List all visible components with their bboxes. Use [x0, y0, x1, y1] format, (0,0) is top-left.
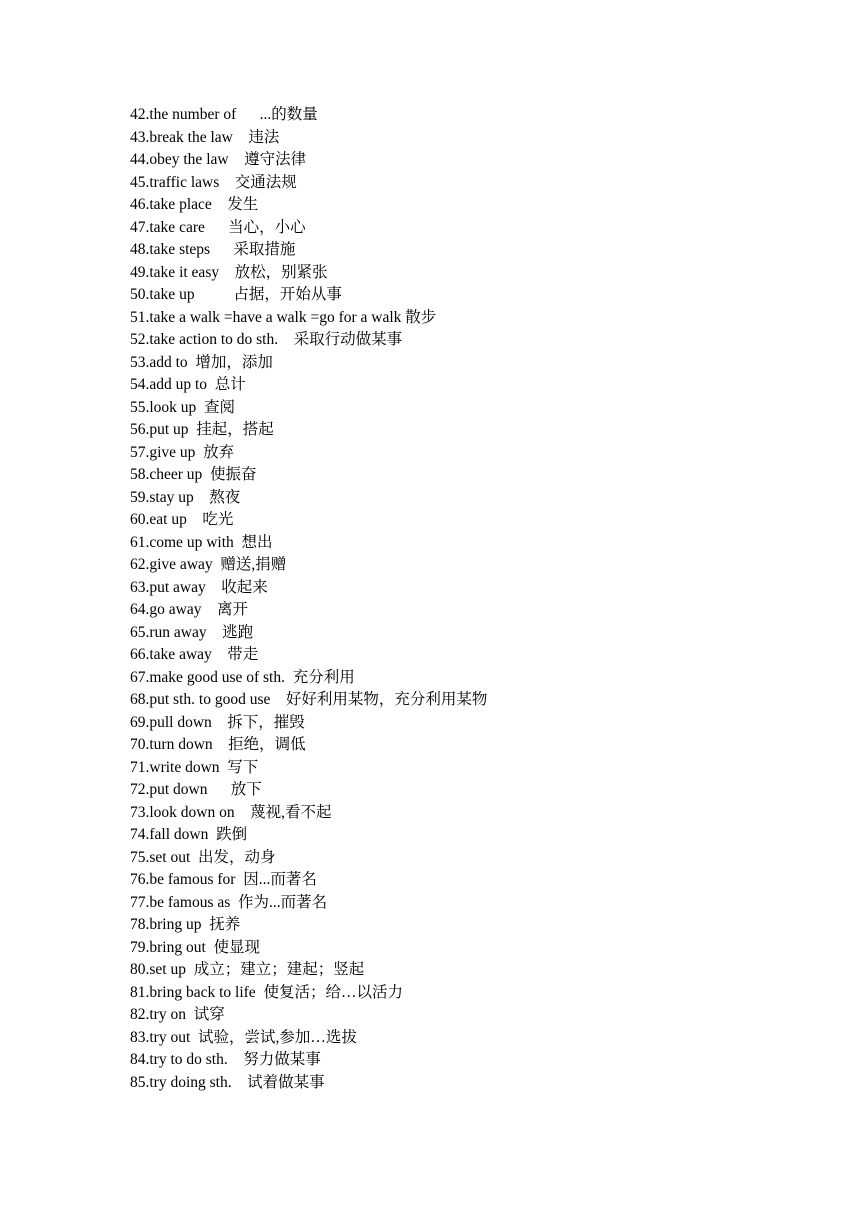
phrase-entry: 68.put sth. to good use 好好利用某物，充分利用某物 [130, 691, 488, 708]
phrase-entry: 50.take up 占据，开始从事 [130, 286, 342, 303]
phrase-entry: 83.try out 试验，尝试,参加…选拔 [130, 1028, 357, 1046]
phrase-entry: 72.put down 放下 [130, 781, 262, 798]
phrase-entry: 62.give away 赠送,捐赠 [130, 556, 287, 573]
phrase-entry: 70.turn down 拒绝，调低 [130, 736, 306, 753]
phrase-entry: 66.take away 带走 [130, 646, 259, 663]
phrase-entry: 58.cheer up 使振奋 [130, 466, 257, 483]
phrase-entry: 84.try to do sth. 努力做某事 [130, 1051, 321, 1068]
phrase-entry: 75.set out 出发，动身 [130, 848, 276, 866]
phrase-entry: 55.look up 查阅 [130, 398, 236, 416]
phrase-entry: 79.bring out 使显现 [130, 938, 261, 956]
phrase-entry: 71.write down 写下 [130, 758, 259, 776]
phrase-entry: 60.eat up 吃光 [130, 511, 234, 528]
phrase-entry: 56.put up 挂起，搭起 [130, 421, 274, 438]
phrase-entry: 42.the number of ...的数量 [130, 106, 318, 123]
phrase-entry: 49.take it easy 放松，别紧张 [130, 263, 328, 281]
phrase-entry: 64.go away 离开 [130, 601, 248, 618]
phrase-entry: 74.fall down 跌倒 [130, 826, 248, 843]
phrase-entry: 53.add to 增加，添加 [130, 353, 273, 371]
phrase-entry: 54.add up to 总计 [130, 376, 246, 393]
phrase-entry: 85.try doing sth. 试着做某事 [130, 1073, 325, 1091]
phrase-entry: 59.stay up 熬夜 [130, 488, 241, 506]
phrase-entry: 77.be famous as 作为...而著名 [130, 893, 328, 911]
phrase-entry: 80.set up 成立；建立；建起；竖起 [130, 961, 365, 978]
phrase-entry: 44.obey the law 遵守法律 [130, 151, 307, 168]
phrase-entry: 65.run away 逃跑 [130, 623, 254, 641]
phrase-entry: 61.come up with 想出 [130, 533, 273, 551]
phrase-list [130, 104, 830, 1094]
phrase-entry: 48.take steps 采取措施 [130, 241, 296, 258]
phrase-entry: 57.give up 放弃 [130, 443, 235, 461]
phrase-entry: 46.take place 发生 [130, 196, 259, 213]
phrase-entry: 63.put away 收起来 [130, 578, 268, 596]
phrase-entry: 52.take action to do sth. 采取行动做某事 [130, 331, 403, 348]
phrase-entry: 67.make good use of sth. 充分利用 [130, 668, 355, 686]
phrase-entry: 69.pull down 拆下，摧毁 [130, 713, 305, 731]
phrase-entry: 78.bring up 抚养 [130, 916, 241, 933]
phrase-entry: 82.try on 试穿 [130, 1006, 225, 1023]
phrase-entry: 51.take a walk =have a walk =go for a walk 散步 [130, 308, 437, 326]
phrase-entry: 45.traffic laws 交通法规 [130, 173, 297, 191]
phrase-entry: 81.bring back to life 使复活；给…以活力 [130, 983, 403, 1001]
phrase-entry: 76.be famous for 因...而著名 [130, 871, 317, 888]
phrase-entry: 73.look down on 蔑视,看不起 [130, 803, 332, 821]
phrase-entry: 47.take care 当心，小心 [130, 218, 306, 236]
phrase-entry: 43.break the law 违法 [130, 128, 280, 146]
